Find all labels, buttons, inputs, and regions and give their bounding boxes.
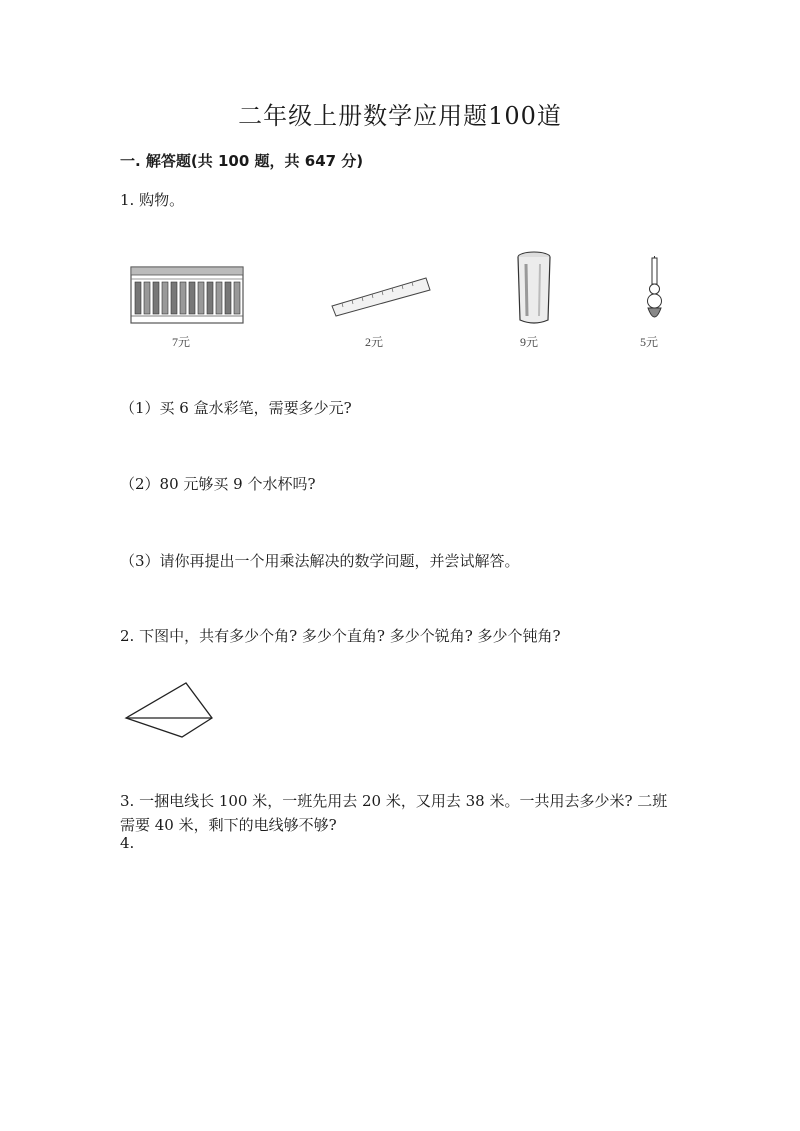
price-label: 9元 — [520, 335, 539, 349]
quadrilateral-figure — [124, 682, 216, 738]
water-cup-image — [514, 250, 554, 326]
price-label: 7元 — [172, 335, 191, 349]
question-1-sub-2: （2）80 元够买 9 个水杯吗? — [120, 475, 316, 493]
section-heading: 一. 解答题(共 100 题，共 647 分) — [120, 152, 364, 170]
question-3-stem: 3. 一捆电线长 100 米，一班先用去 20 米，又用去 38 米。一共用去多少米? 二班需要 40 米，剩下的电线够不够? — [120, 792, 668, 834]
page-title: 二年级上册数学应用题100道 — [238, 102, 562, 130]
price-label: 5元 — [640, 335, 659, 349]
question-4-stem: 4. — [120, 834, 135, 852]
question-1-sub-1: （1）买 6 盒水彩笔，需要多少元? — [120, 399, 352, 417]
brush-image — [640, 256, 670, 328]
question-2-stem: 2. 下图中，共有多少个角? 多少个直角? 多少个锐角? 多少个钝角? — [120, 627, 561, 645]
watercolor-pens-box-image — [130, 266, 244, 326]
question-1-sub-3: （3）请你再提出一个用乘法解决的数学问题，并尝试解答。 — [120, 552, 520, 570]
price-label: 2元 — [365, 335, 384, 349]
ruler-image — [328, 272, 432, 318]
question-1-stem: 1. 购物。 — [120, 191, 185, 209]
